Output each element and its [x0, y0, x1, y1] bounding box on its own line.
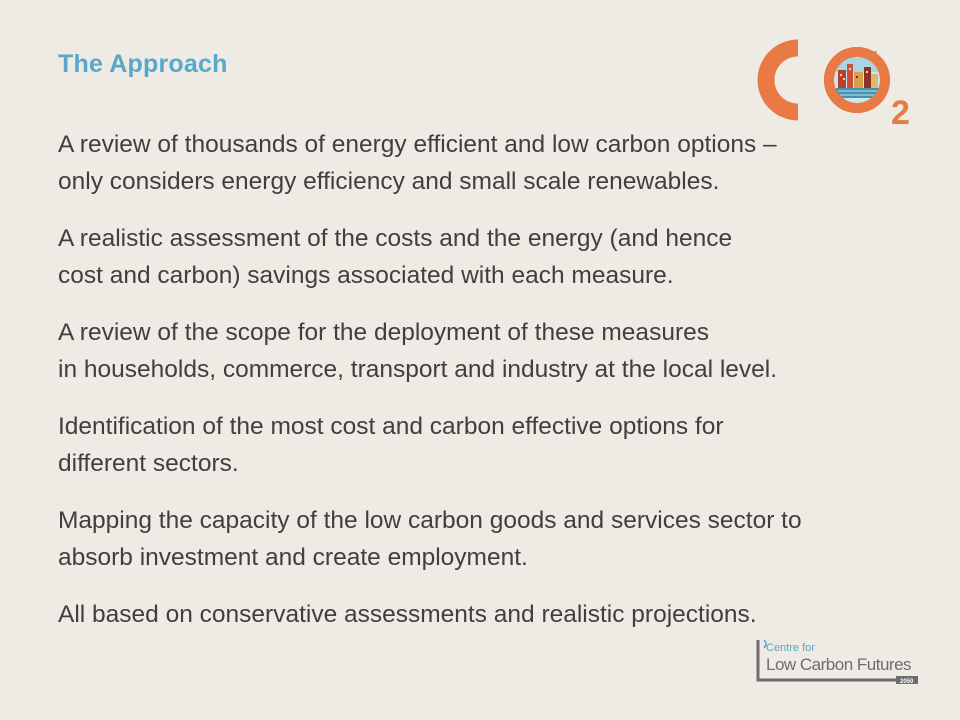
- paragraph-line: Identification of the most cost and carbon effective options for: [58, 413, 724, 440]
- paragraph-5: [58, 502, 953, 576]
- paragraph-line: absorb investment and create employment.: [58, 544, 528, 571]
- paragraph-3: [58, 314, 953, 388]
- paragraph-1: [58, 126, 953, 200]
- co2-subscript: 2: [891, 94, 910, 130]
- paragraph-line: A realistic assessment of the costs and the energy (and hence: [58, 225, 733, 252]
- paragraph-line: only considers energy efficiency and small scale renewables.: [58, 168, 720, 195]
- paragraph-line: All based on conservative assessments and realistic projections.: [58, 601, 757, 628]
- co2-logo: [752, 38, 922, 130]
- paragraph-2: [58, 220, 953, 294]
- clcf-logo: [752, 638, 924, 686]
- body-text: [58, 126, 953, 653]
- paragraph-line: in households, commerce, transport and industry at the local level.: [58, 356, 778, 383]
- paragraph-line: different sectors.: [58, 450, 239, 477]
- paragraph-4: [58, 408, 953, 482]
- paragraph-line: cost and carbon) savings associated with each measure.: [58, 262, 674, 289]
- clcf-badge: 2050: [900, 679, 914, 685]
- slide-title: The Approach: [58, 50, 228, 78]
- paragraph-6: [58, 596, 953, 633]
- clcf-line2: Low Carbon Futures: [766, 655, 912, 674]
- paragraph-line: Mapping the capacity of the low carbon goods and services sector to: [58, 507, 802, 534]
- clcf-line1: Centre for: [766, 642, 815, 654]
- paragraph-line: A review of thousands of energy efficient and low carbon options –: [58, 131, 777, 158]
- paragraph-line: A review of the scope for the deployment of these measures: [58, 319, 709, 346]
